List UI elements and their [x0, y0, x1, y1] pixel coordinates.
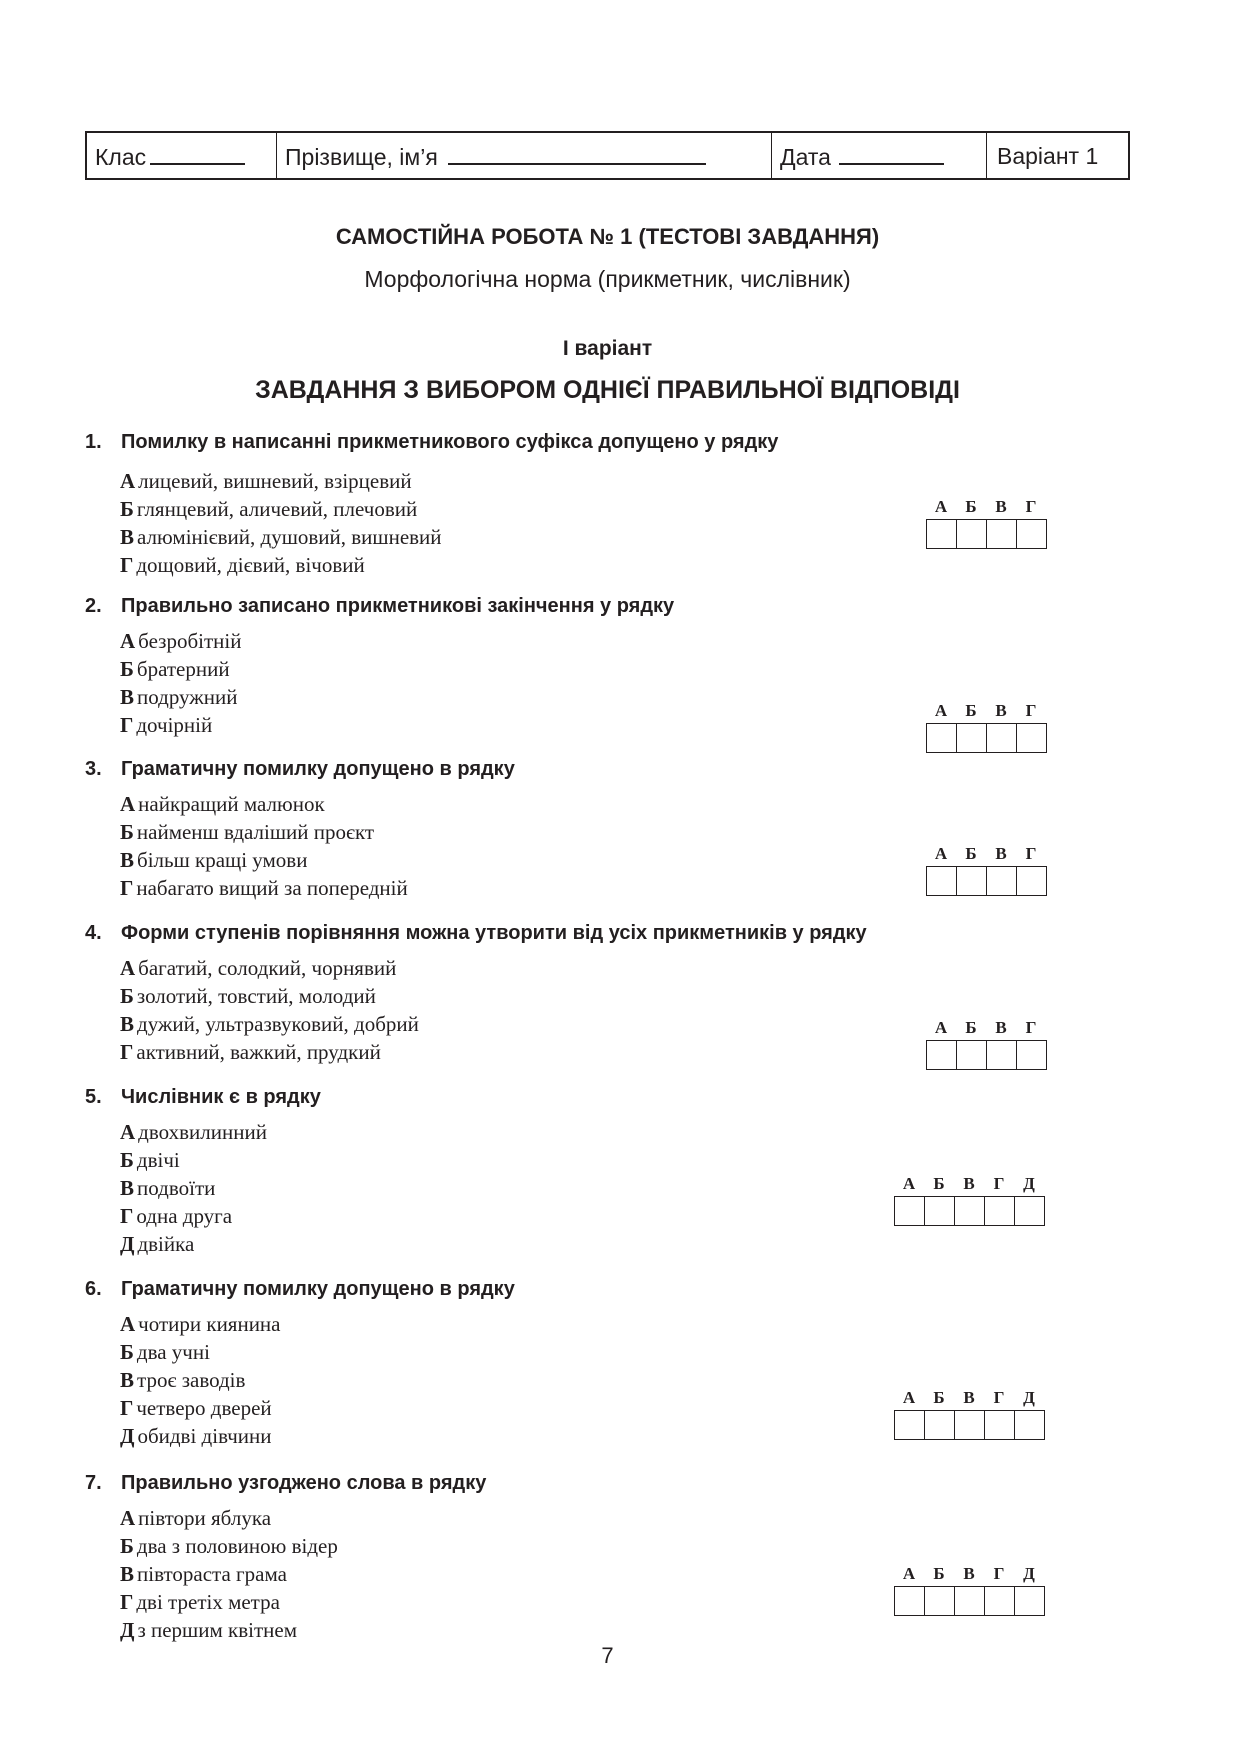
- option-letter: А: [120, 1312, 136, 1336]
- option-text: дощовий, дієвий, вічовий: [136, 553, 365, 577]
- answer-grid-letter: Д: [1023, 1388, 1035, 1407]
- answer-options: [120, 1310, 281, 1450]
- date-label: Дата: [780, 144, 831, 170]
- question-text: Помилку в написанні прикметникового суфікса допущено у рядку: [121, 431, 779, 453]
- answer-grid-letter: А: [902, 1564, 916, 1583]
- option-letter: А: [120, 956, 136, 980]
- answer-option: [120, 874, 408, 902]
- name-label: Прізвище, ім’я: [285, 144, 438, 170]
- answer-grid-letters: [894, 1564, 1045, 1586]
- answer-option: [120, 1202, 267, 1230]
- option-letter: В: [120, 525, 135, 549]
- answer-box[interactable]: [1015, 1197, 1044, 1225]
- answer-box[interactable]: [895, 1197, 925, 1225]
- option-text: активний, важкий, прудкий: [136, 1040, 381, 1064]
- answer-box[interactable]: [987, 724, 1017, 752]
- answer-box[interactable]: [957, 724, 987, 752]
- option-text: з першим квітнем: [137, 1618, 297, 1642]
- answer-box[interactable]: [895, 1411, 925, 1439]
- answer-grid-letter: В: [963, 1388, 975, 1407]
- answer-box[interactable]: [927, 520, 957, 548]
- page-number: 7: [601, 1643, 614, 1668]
- answer-options: [120, 627, 241, 739]
- option-text: алюмінієвий, душовий, вишневий: [137, 525, 442, 549]
- option-letter: Б: [120, 657, 134, 681]
- question-6: [85, 1278, 1135, 1448]
- option-letter: В: [120, 1562, 135, 1586]
- question-number: 3.: [85, 758, 102, 780]
- option-letter: В: [120, 1176, 135, 1200]
- name-cell[interactable]: [277, 133, 772, 178]
- variant-cell: [987, 133, 1128, 178]
- answer-box[interactable]: [985, 1587, 1015, 1615]
- question-heading: [85, 1278, 1135, 1306]
- answer-grid-boxes: [894, 1586, 1045, 1616]
- option-text: найменш вдаліший проєкт: [136, 820, 375, 844]
- date-blank-line: [839, 143, 944, 165]
- answer-grid-letter: В: [963, 1174, 975, 1193]
- question-heading: [85, 922, 1135, 950]
- option-text: четверо дверей: [136, 1396, 272, 1420]
- answer-box[interactable]: [927, 724, 957, 752]
- option-letter: А: [120, 1120, 136, 1144]
- answer-option: [120, 467, 442, 495]
- answer-box[interactable]: [957, 867, 987, 895]
- question-7: [85, 1472, 1135, 1642]
- option-letter: Д: [120, 1424, 135, 1448]
- answer-option: [120, 846, 408, 874]
- option-text: дві третіх метра: [136, 1590, 280, 1614]
- answer-box[interactable]: [1017, 1041, 1046, 1069]
- class-label: Клас: [95, 144, 147, 170]
- option-text: набагато вищий за попередній: [136, 876, 408, 900]
- answer-grid-letter: Д: [1023, 1174, 1035, 1193]
- answer-grid: [926, 844, 1047, 896]
- question-heading: [85, 431, 1135, 459]
- option-text: найкращий малюнок: [138, 792, 325, 816]
- answer-grid-letter: Б: [933, 1564, 945, 1583]
- answer-box[interactable]: [1017, 520, 1046, 548]
- option-text: більш кращі умови: [137, 848, 308, 872]
- question-text: Правильно записано прикметникові закінчення у рядку: [121, 595, 675, 617]
- option-letter: В: [120, 1012, 135, 1036]
- section-heading: ЗАВДАННЯ З ВИБОРОМ ОДНІЄЇ ПРАВИЛЬНОЇ ВІДПОВІДІ: [255, 376, 960, 404]
- answer-option: [120, 1588, 338, 1616]
- answer-grid-letter: А: [902, 1174, 916, 1193]
- option-letter: Б: [120, 984, 134, 1008]
- answer-box[interactable]: [1017, 724, 1046, 752]
- answer-option: [120, 982, 419, 1010]
- answer-box[interactable]: [925, 1197, 955, 1225]
- option-letter: Б: [120, 820, 134, 844]
- answer-grid-letters: [926, 497, 1047, 519]
- answer-box[interactable]: [985, 1411, 1015, 1439]
- answer-option: [120, 711, 241, 739]
- option-text: два учні: [136, 1340, 210, 1364]
- answer-grid-letter: Г: [993, 1564, 1005, 1583]
- question-number: 5.: [85, 1086, 102, 1108]
- answer-grid-boxes: [926, 1040, 1047, 1070]
- option-text: лицевий, вишневий, взірцевий: [138, 469, 412, 493]
- answer-option: [120, 818, 408, 846]
- answer-grid: [926, 497, 1047, 549]
- answer-option: [120, 1230, 267, 1258]
- option-text: дочірній: [136, 713, 213, 737]
- answer-grid: [894, 1388, 1045, 1440]
- class-cell[interactable]: [87, 133, 277, 178]
- answer-box[interactable]: [925, 1587, 955, 1615]
- answer-option: [120, 1560, 338, 1588]
- option-text: золотий, товстий, молодий: [136, 984, 376, 1008]
- option-letter: Г: [120, 1590, 134, 1614]
- answer-grid-boxes: [894, 1196, 1045, 1226]
- question-2: [85, 595, 1135, 737]
- answer-grid: [894, 1564, 1045, 1616]
- option-text: багатий, солодкий, чорнявий: [138, 956, 397, 980]
- option-letter: Г: [120, 1396, 134, 1420]
- option-letter: А: [120, 1506, 136, 1530]
- question-heading: [85, 1472, 1135, 1500]
- option-letter: Б: [120, 1534, 134, 1558]
- answer-grid-boxes: [894, 1410, 1045, 1440]
- answer-box[interactable]: [925, 1411, 955, 1439]
- option-text: дужий, ультразвуковий, добрий: [137, 1012, 419, 1036]
- answer-grid-letter: А: [902, 1388, 916, 1407]
- answer-option: [120, 495, 442, 523]
- question-text: Числівник є в рядку: [121, 1086, 321, 1108]
- answer-grid-letter: Г: [993, 1174, 1005, 1193]
- option-letter: Д: [120, 1618, 135, 1642]
- name-blank-line: [448, 143, 706, 165]
- answer-grid-letter: В: [995, 497, 1007, 516]
- answer-box[interactable]: [987, 867, 1017, 895]
- answer-grid: [926, 701, 1047, 753]
- option-letter: Г: [120, 1040, 134, 1064]
- answer-grid-boxes: [926, 519, 1047, 549]
- option-letter: Б: [120, 497, 134, 521]
- answer-grid-letter: Г: [1025, 497, 1037, 516]
- option-text: двійка: [137, 1232, 195, 1256]
- answer-grid-letter: А: [934, 497, 948, 516]
- answer-option: [120, 655, 241, 683]
- answer-grid-letter: В: [963, 1564, 975, 1583]
- answer-grid-letter: Б: [965, 844, 977, 863]
- option-text: чотири киянина: [138, 1312, 281, 1336]
- answer-option: [120, 1532, 338, 1560]
- option-letter: В: [120, 848, 135, 872]
- answer-option: [120, 1038, 419, 1066]
- answer-grid-letter: А: [934, 1018, 948, 1037]
- option-letter: Г: [120, 876, 134, 900]
- option-text: подружний: [137, 685, 238, 709]
- answer-grid-letters: [894, 1388, 1045, 1410]
- answer-options: [120, 1504, 338, 1644]
- option-text: одна друга: [136, 1204, 233, 1228]
- option-letter: Г: [120, 1204, 134, 1228]
- student-info-table: [85, 131, 1130, 180]
- answer-option: [120, 523, 442, 551]
- answer-options: [120, 467, 442, 579]
- option-text: двохвилинний: [138, 1120, 267, 1144]
- option-text: безробітній: [138, 629, 242, 653]
- answer-option: [120, 1146, 267, 1174]
- class-blank-line: [150, 143, 245, 165]
- answer-box[interactable]: [987, 520, 1017, 548]
- answer-option: [120, 1010, 419, 1038]
- question-heading: [85, 758, 1135, 786]
- question-number: 4.: [85, 922, 102, 944]
- answer-box[interactable]: [1015, 1587, 1044, 1615]
- option-text: двічі: [136, 1148, 180, 1172]
- answer-grid-letter: Б: [965, 497, 977, 516]
- option-text: обидві дівчини: [137, 1424, 272, 1448]
- answer-grid-letters: [926, 1018, 1047, 1040]
- option-letter: В: [120, 1368, 135, 1392]
- answer-box[interactable]: [957, 1041, 987, 1069]
- answer-grid: [894, 1174, 1045, 1226]
- answer-box[interactable]: [955, 1197, 985, 1225]
- option-letter: А: [120, 629, 136, 653]
- answer-grid-letter: Б: [965, 701, 977, 720]
- answer-option: [120, 683, 241, 711]
- answer-grid-letter: А: [934, 844, 948, 863]
- question-heading: [85, 595, 1135, 623]
- answer-box[interactable]: [1015, 1411, 1044, 1439]
- answer-box[interactable]: [895, 1587, 925, 1615]
- worksheet-title: САМОСТІЙНА РОБОТА № 1 (ТЕСТОВІ ЗАВДАННЯ): [335, 224, 880, 249]
- option-letter: А: [120, 792, 136, 816]
- answer-option: [120, 1118, 267, 1146]
- date-cell[interactable]: [772, 133, 987, 178]
- option-letter: Б: [120, 1340, 134, 1364]
- answer-grid-letter: В: [995, 701, 1007, 720]
- question-number: 7.: [85, 1472, 102, 1494]
- question-5: [85, 1086, 1135, 1256]
- answer-grid-letter: А: [934, 701, 948, 720]
- option-text: троє заводів: [137, 1368, 246, 1392]
- option-text: два з половиною відер: [136, 1534, 338, 1558]
- answer-box[interactable]: [955, 1411, 985, 1439]
- answer-box[interactable]: [987, 1041, 1017, 1069]
- answer-grid-letter: Г: [1025, 701, 1037, 720]
- variant-heading: І варіант: [562, 337, 653, 360]
- question-4: [85, 922, 1135, 1064]
- answer-grid-letter: Г: [1025, 1018, 1037, 1037]
- answer-option: [120, 954, 419, 982]
- option-text: півтори яблука: [138, 1506, 272, 1530]
- answer-option: [120, 1422, 281, 1450]
- variant-label: Варіант 1: [997, 143, 1099, 169]
- question-heading: [85, 1086, 1135, 1114]
- answer-option: [120, 1338, 281, 1366]
- answer-option: [120, 1310, 281, 1338]
- option-text: глянцевий, аличевий, плечовий: [136, 497, 418, 521]
- option-text: півтораста грама: [137, 1562, 287, 1586]
- answer-grid-letters: [926, 844, 1047, 866]
- answer-option: [120, 1616, 338, 1644]
- question-number: 2.: [85, 595, 102, 617]
- option-letter: А: [120, 469, 136, 493]
- answer-grid-letter: В: [995, 1018, 1007, 1037]
- answer-grid-letter: Б: [933, 1388, 945, 1407]
- option-letter: Б: [120, 1148, 134, 1172]
- answer-option: [120, 551, 442, 579]
- worksheet-subtitle: Морфологічна норма (прикметник, числівник): [364, 266, 851, 292]
- answer-options: [120, 954, 419, 1066]
- answer-grid-boxes: [926, 723, 1047, 753]
- question-text: Граматичну помилку допущено в рядку: [121, 1278, 515, 1300]
- question-text: Форми ступенів порівняння можна утворити від усіх прикметників у рядку: [121, 922, 867, 944]
- answer-grid-letter: Д: [1023, 1564, 1035, 1583]
- answer-grid-letter: В: [995, 844, 1007, 863]
- answer-grid-letter: Г: [1025, 844, 1037, 863]
- answer-grid-letter: Б: [933, 1174, 945, 1193]
- question-number: 6.: [85, 1278, 102, 1300]
- option-letter: В: [120, 685, 135, 709]
- answer-option: [120, 627, 241, 655]
- question-3: [85, 758, 1135, 900]
- answer-options: [120, 1118, 267, 1258]
- answer-box[interactable]: [955, 1587, 985, 1615]
- option-letter: Г: [120, 553, 134, 577]
- answer-grid: [926, 1018, 1047, 1070]
- answer-box[interactable]: [957, 520, 987, 548]
- answer-box[interactable]: [927, 867, 957, 895]
- option-letter: Г: [120, 713, 134, 737]
- answer-options: [120, 790, 408, 902]
- answer-option: [120, 1394, 281, 1422]
- answer-grid-letter: Б: [965, 1018, 977, 1037]
- answer-grid-letter: Г: [993, 1388, 1005, 1407]
- answer-box[interactable]: [985, 1197, 1015, 1225]
- answer-option: [120, 1366, 281, 1394]
- answer-box[interactable]: [1017, 867, 1046, 895]
- option-text: братерний: [136, 657, 230, 681]
- option-letter: Д: [120, 1232, 135, 1256]
- answer-option: [120, 1174, 267, 1202]
- question-number: 1.: [85, 431, 102, 453]
- option-text: подвоїти: [137, 1176, 216, 1200]
- answer-grid-letters: [926, 701, 1047, 723]
- answer-option: [120, 1504, 338, 1532]
- question-text: Правильно узгоджено слова в рядку: [121, 1472, 487, 1494]
- question-text: Граматичну помилку допущено в рядку: [121, 758, 515, 780]
- answer-option: [120, 790, 408, 818]
- answer-box[interactable]: [927, 1041, 957, 1069]
- question-1: [85, 431, 1135, 577]
- answer-grid-letters: [894, 1174, 1045, 1196]
- answer-grid-boxes: [926, 866, 1047, 896]
